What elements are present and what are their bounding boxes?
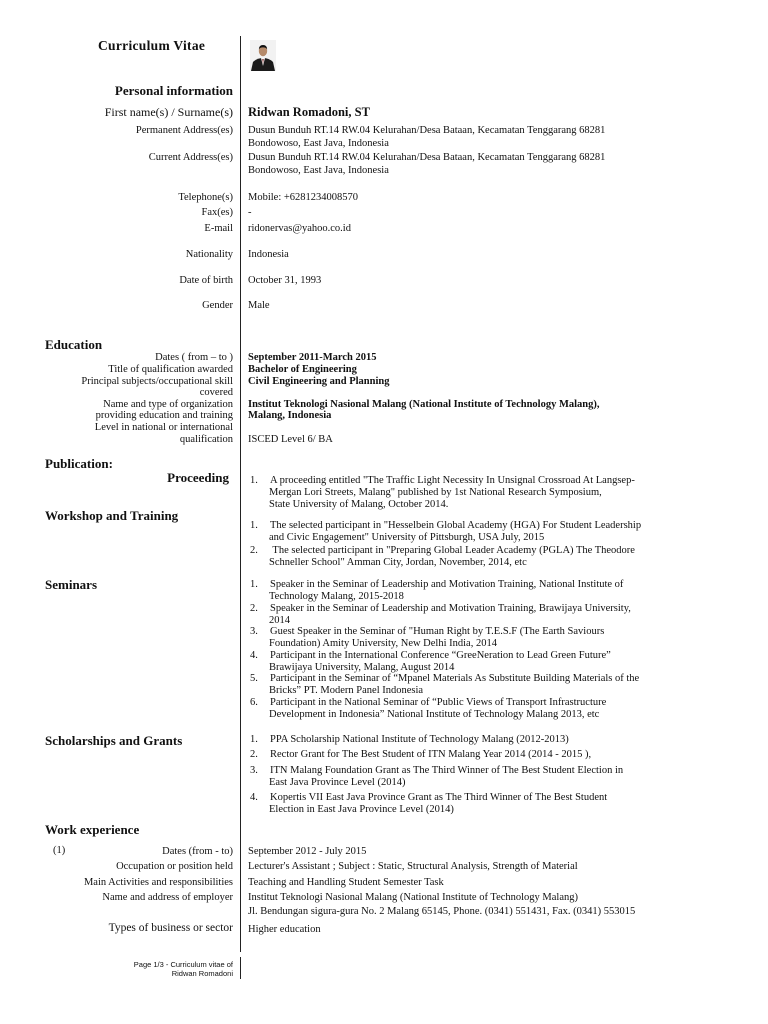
telephone-value: Mobile: +6281234008570: [248, 192, 359, 203]
dob-label: Date of birth: [179, 275, 233, 286]
list-item: 2. Speaker in the Seminar of Leadership and Motivation Training, Brawijaya University, 2014: [250, 603, 631, 626]
publication-heading: Publication:: [45, 456, 113, 471]
work-type-label: Types of business or sector: [108, 922, 233, 934]
email-label: E-mail: [204, 223, 233, 234]
edu-level-value: ISCED Level 6/ BA: [248, 434, 333, 445]
work-heading: Work experience: [45, 822, 140, 837]
list-item: 1. Speaker in the Seminar of Leadership and Motivation Training, National Institute of Technology Malang, 2015-2018: [250, 579, 624, 602]
seminars-heading: Seminars: [45, 577, 97, 592]
column-divider: [240, 36, 241, 952]
profile-photo: [250, 40, 276, 71]
page-footer-line2: Ridwan Romadoni: [171, 969, 233, 978]
scholarships-heading: Scholarships and Grants: [45, 733, 183, 748]
list-item: 1. PPA Scholarship National Institute of Technology Malang (2012-2013): [250, 734, 569, 745]
nationality-label: Nationality: [185, 249, 233, 260]
name-value: Ridwan Romadoni, ST: [248, 105, 370, 119]
nationality-value: Indonesia: [248, 249, 289, 260]
footer-divider: [240, 957, 241, 979]
current-address-line1: Dusun Bunduh RT.14 RW.04 Kelurahan/Desa Bataan, Kecamatan Tenggarang 68281: [248, 152, 606, 163]
gender-value: Male: [248, 300, 270, 311]
work-activities-value: Teaching and Handling Student Semester Task: [248, 877, 444, 888]
work-employer-address: Jl. Bendungan sigura-gura No. 2 Malang 65145, Phone. (0341) 551431, Fax. (0341) 553015: [248, 906, 636, 917]
current-address-label: Current Address(es): [148, 152, 233, 163]
edu-subjects-label: Principal subjects/occupational skill: [81, 376, 233, 387]
fax-label: Fax(es): [201, 207, 233, 218]
list-item: 3. Guest Speaker in the Seminar of "Human Right by T.E.S.F (The Earth Saviours Foundation) Amity University, New Delhi India, 2014: [250, 626, 605, 649]
edu-org-label: Name and type of organization: [103, 399, 233, 410]
workshop-heading: Workshop and Training: [45, 508, 179, 523]
permanent-address-line2: Bondowoso, East Java, Indonesia: [248, 138, 389, 149]
edu-title-label: Title of qualification awarded: [108, 364, 233, 375]
fax-value: -: [248, 207, 252, 218]
work-employer-label: Name and address of employer: [102, 892, 233, 903]
page-title: Curriculum Vitae: [98, 38, 206, 53]
work-dates-value: September 2012 - July 2015: [248, 846, 367, 857]
edu-org-value-cont: Malang, Indonesia: [248, 410, 332, 421]
edu-subjects-label-cont: covered: [199, 387, 233, 398]
edu-dates-value: September 2011-March 2015: [248, 352, 377, 363]
work-index: (1): [53, 845, 66, 856]
edu-subjects-value: Civil Engineering and Planning: [248, 376, 390, 387]
work-dates-label: Dates (from - to): [162, 846, 233, 857]
email-value: ridonervas@yahoo.co.id: [248, 223, 351, 234]
name-label: First name(s) / Surname(s): [104, 105, 233, 119]
current-address-line2: Bondowoso, East Java, Indonesia: [248, 165, 389, 176]
dob-value: October 31, 1993: [248, 275, 322, 286]
list-item: 4. Participant in the International Conference “GreeNeration to Lead Green Future” Brawijaya University, Malang, August 2014: [250, 650, 611, 673]
proceeding-subheading: Proceeding: [167, 470, 229, 485]
work-occupation-label: Occupation or position held: [116, 861, 233, 872]
list-item: 5. Participant in the Seminar of “Mpanel Materials As Substitute Building Materials of the Bricks” PT. Modern Panel Indonesia: [250, 673, 640, 696]
list-item: 1. A proceeding entitled "The Traffic Light Necessity In Unsignal Crossroad At Langsep- Mergan Lori Streets, Malang" published by 1st National Research Symposium, State University of Malang, October 2014.: [250, 475, 635, 510]
list-item: 2. The selected participant in "Preparing Global Leader Academy (PGLA) The Theodore Schneller School" Amman City, Jordan, November, 2014, etc: [250, 545, 635, 568]
list-item: 1. The selected participant in "Hesselbein Global Academy (HGA) For Student Leadership and Civic Engagement" University of Pittsburgh, USA July, 2015: [250, 520, 642, 543]
work-employer-value: Institut Teknologi Nasional Malang (National Institute of Technology Malang): [248, 892, 578, 903]
work-occupation-value: Lecturer's Assistant ; Subject : Static, Structural Analysis, Strength of Material: [248, 861, 578, 872]
work-activities-label: Main Activities and responsibilities: [83, 877, 233, 888]
person-photo-icon: [250, 40, 276, 71]
gender-label: Gender: [202, 300, 233, 311]
edu-dates-label: Dates ( from – to ): [155, 352, 233, 363]
list-item: 6. Participant in the National Seminar of “Public Views of Transport Infrastructure Development in Indonesia” National Institute of Technology Malang 2013, etc: [250, 697, 607, 720]
list-item: 4. Kopertis VII East Java Province Grant as The Third Winner of The Best Student Election in East Java Province Level (2014): [250, 792, 608, 815]
permanent-address-line1: Dusun Bunduh RT.14 RW.04 Kelurahan/Desa Bataan, Kecamatan Tenggarang 68281: [248, 125, 606, 136]
page-footer-line1: Page 1/3 - Curriculum vitae of: [133, 960, 233, 969]
edu-org-label-cont: providing education and training: [95, 410, 233, 421]
permanent-address-label: Permanent Address(es): [135, 125, 233, 136]
edu-org-value: Institut Teknologi Nasional Malang (National Institute of Technology Malang),: [248, 399, 600, 410]
edu-level-label: Level in national or international: [94, 422, 233, 433]
list-item: 2. Rector Grant for The Best Student of ITN Malang Year 2014 (2014 - 2015 ),: [250, 749, 592, 760]
work-type-value: Higher education: [248, 924, 321, 935]
list-item: 3. ITN Malang Foundation Grant as The Third Winner of The Best Student Election in East Java Province Level (2014): [250, 765, 624, 788]
edu-level-label-cont: qualification: [179, 434, 233, 445]
personal-heading: Personal information: [114, 83, 233, 98]
telephone-label: Telephone(s): [178, 192, 233, 203]
edu-title-value: Bachelor of Engineering: [248, 364, 357, 375]
education-heading: Education: [45, 337, 103, 352]
